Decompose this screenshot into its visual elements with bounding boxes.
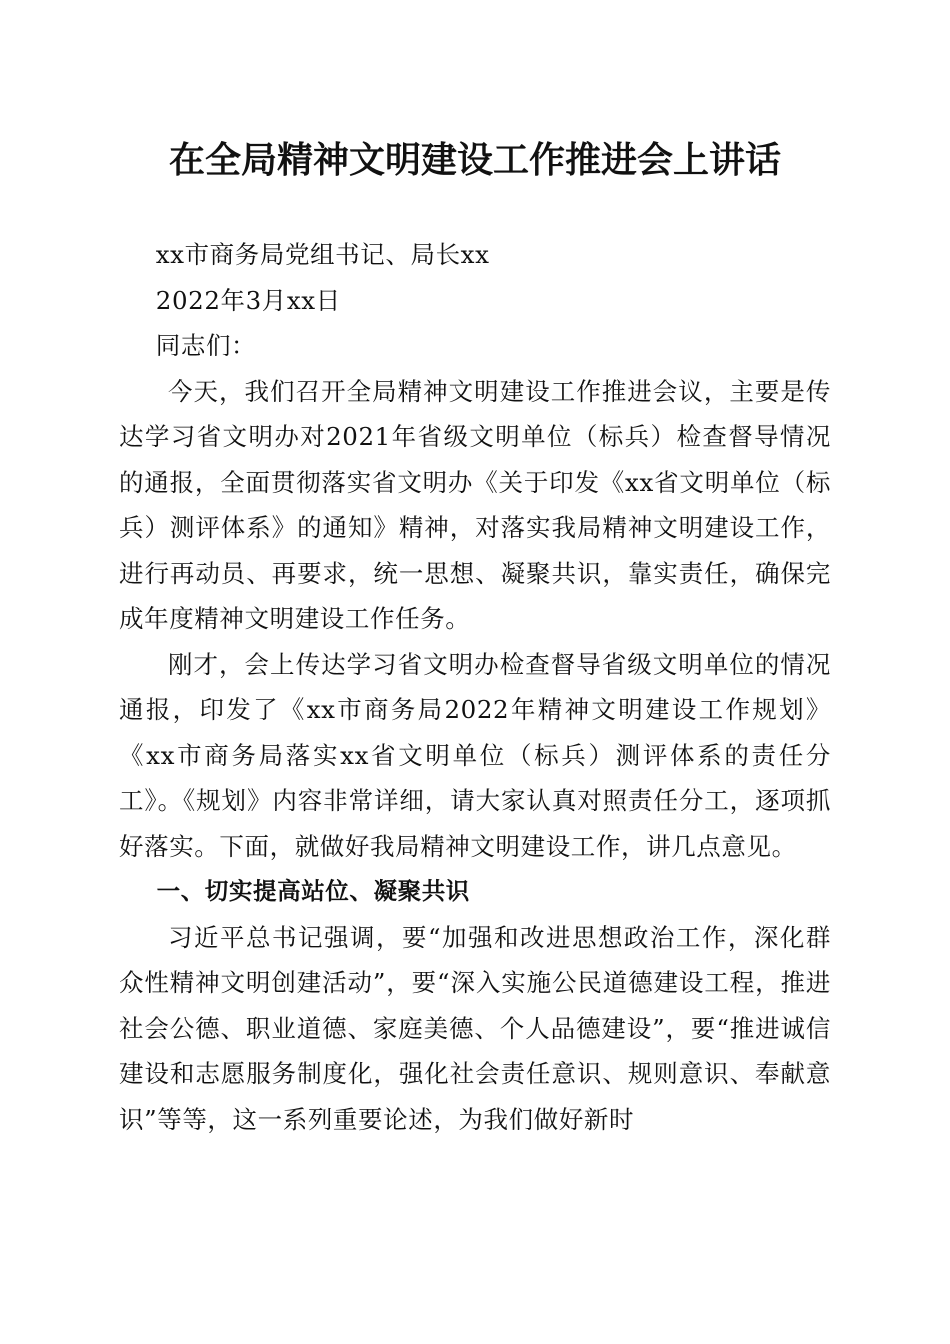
document-body (119, 232, 831, 1142)
speaker-line: xx市商务局党组书记、局长xx (155, 240, 490, 269)
section-heading: 一、切实提高站位、凝聚共识 (156, 877, 470, 905)
section-paragraph: 习近平总书记强调，要“加强和改进思想政治工作，深化群众性精神文明创建活动”，要“深入实施公民道德建设工程，推进社会公德、职业道德、家庭美德、个人品德建设”，要“推进诚信建设和志愿服务制度化，强化社会责任意识、规则意识、奉献意识”等等，这一系列重要论述，为我们做好新时 (119, 922, 831, 1134)
document-title: 在全局精神文明建设工作推进会上讲话 (168, 139, 781, 181)
paragraph-1: 今天，我们召开全局精神文明建设工作推进会议，主要是传达学习省文明办对2021年省级文明单位（标兵）检查督导情况的通报，全面贯彻落实省文明办《关于印发《xx省文明单位（标兵）测评体系》的通知》精神，对落实我局精神文明建设工作，进行再动员、再要求，统一思想、凝聚共识，靠实责任，确保完成年度精神文明建设工作任务。 (119, 376, 831, 633)
salutation: 同志们： (155, 331, 257, 360)
date-line: 2022年3月xx日 (155, 285, 341, 315)
paragraph-2: 刚才，会上传达学习省文明办检查督导省级文明单位的情况通报，印发了《xx市商务局2022年精神文明建设工作规划》《xx市商务局落实xx省文明单位（标兵）测评体系的责任分工》。《规划》内容非常详细，请大家认真对照责任分工，逐项抓好落实。下面，就做好我局精神文明建设工作，讲几点意见。 (119, 649, 831, 861)
